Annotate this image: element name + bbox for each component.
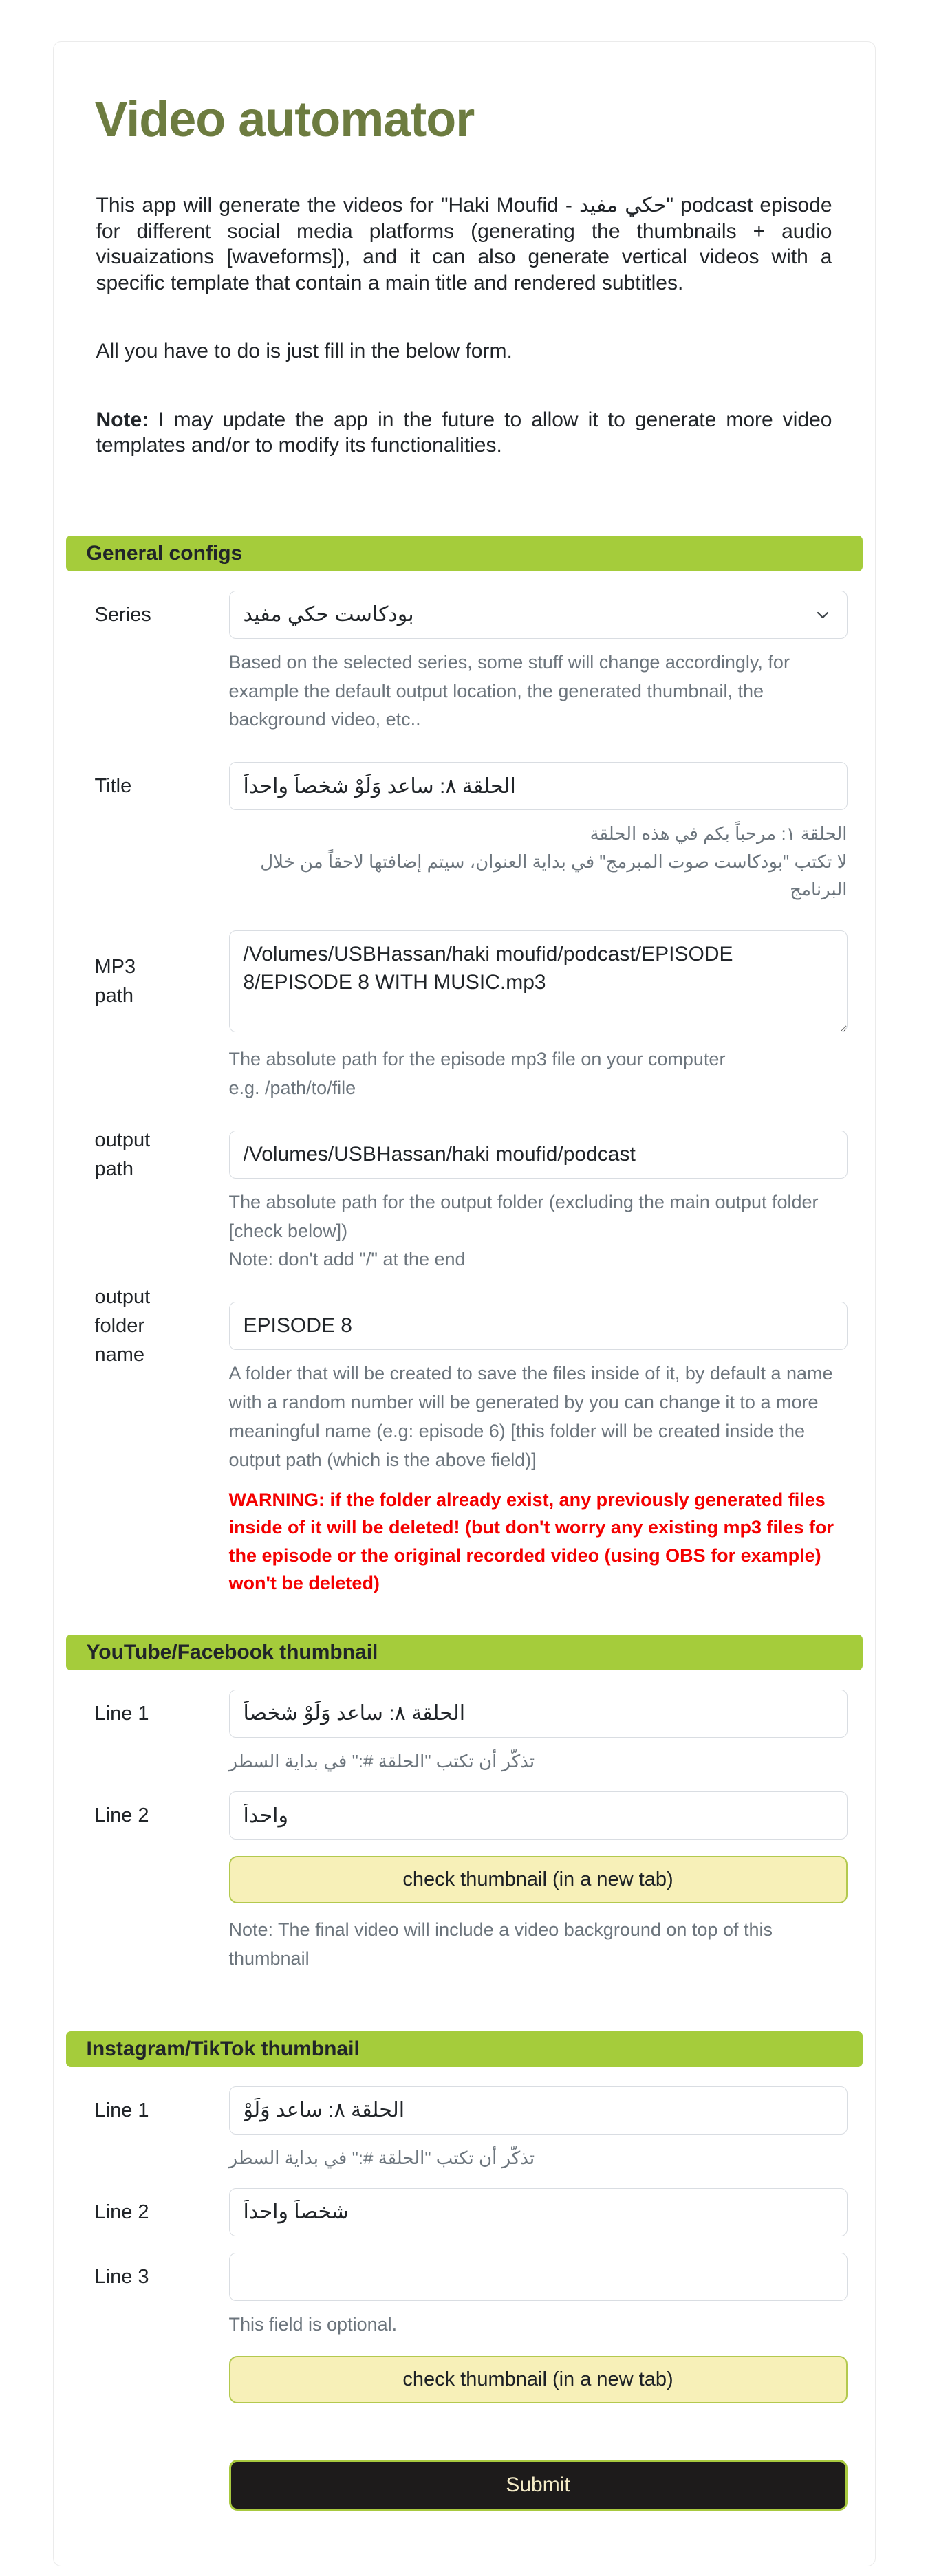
output-path-helper-line1: The absolute path for the output folder (excluding the main output folder [check below]): [228, 1191, 819, 1241]
ig-line1-label: Line 1: [94, 2099, 149, 2121]
yt-line1-helper: تذكّر أن تكتب "الحلقة #:" في بداية السطر: [228, 1750, 535, 1771]
output-path-label-cell: [94, 1128, 229, 1180]
submit-button[interactable]: Submit: [229, 2460, 848, 2511]
yt-check-thumbnail-button[interactable]: check thumbnail (in a new tab): [229, 1856, 848, 1903]
ig-line2-row: [95, 2188, 848, 2236]
output-folder-label-cell: [94, 1286, 229, 1366]
ig-line3-label: Line 3: [94, 2265, 149, 2288]
ig-line3-helper: This field is optional.: [228, 2313, 398, 2335]
yt-line1-row: [95, 1690, 848, 1775]
yt-line2-row: [95, 1791, 848, 1840]
ig-line1-row: [95, 2086, 848, 2172]
yt-line2-label-cell: [95, 1791, 229, 1840]
output-folder-warning: WARNING: if the folder already exist, any previously generated files inside of it will be deleted! (but don't worry any existing mp3 files for the episode or the original recorded video (using OBS for example) won't be deleted): [228, 1489, 834, 1594]
series-label-cell: [95, 591, 229, 639]
mp3-path-helper-line1: The absolute path for the episode mp3 file on your computer: [228, 1049, 726, 1070]
intro-note-text: I may update the app in the future to allow it to generate more video templates and/or to modify its functionalities.: [96, 408, 832, 457]
intro-note-label: Note:: [96, 408, 149, 431]
yt-line2-label: Line 2: [94, 1804, 149, 1826]
title-helper: [229, 820, 848, 903]
series-row: [95, 591, 848, 735]
mp3-path-label-cell: [95, 930, 229, 1032]
ig-line2-label: Line 2: [94, 2201, 149, 2223]
ig-line3-label-cell: [95, 2253, 229, 2301]
output-folder-row: [94, 1286, 848, 1597]
yt-line1-label: Line 1: [94, 1702, 149, 1725]
output-folder-input[interactable]: [229, 1302, 848, 1350]
app-card: [53, 41, 876, 2566]
instagram-form-area: [66, 2086, 863, 2403]
yt-line2-input[interactable]: [229, 1791, 848, 1840]
youtube-form-area: [66, 1690, 863, 1974]
title-label-cell: [95, 762, 229, 810]
ig-line2-input[interactable]: [229, 2188, 848, 2236]
title-label: Title: [94, 775, 132, 798]
ig-line1-label-cell: [95, 2086, 229, 2135]
series-label: Series: [94, 603, 151, 626]
mp3-path-textarea[interactable]: [229, 930, 848, 1032]
series-select[interactable]: [229, 591, 848, 639]
ig-line3-row: [95, 2253, 848, 2339]
yt-thumbnail-note: Note: The final video will include a video background on top of this thumbnail: [228, 1919, 773, 1969]
section-header-instagram-thumbnail: Instagram/TikTok thumbnail: [66, 2031, 863, 2067]
general-form-area: [66, 591, 863, 1597]
output-path-helper-line2: Note: don't add "/" at the end: [228, 1249, 466, 1270]
ig-line2-label-cell: [95, 2188, 229, 2236]
yt-line1-label-cell: [95, 1690, 229, 1738]
title-input[interactable]: [229, 762, 848, 810]
ig-line1-input[interactable]: [229, 2086, 848, 2135]
section-general-configs: [66, 536, 863, 1597]
output-path-input[interactable]: [229, 1131, 848, 1179]
ig-line1-helper: تذكّر أن تكتب "الحلقة #:" في بداية السطر: [228, 2147, 535, 2168]
output-path-helper: [229, 1188, 848, 1275]
mp3-path-helper: [229, 1045, 848, 1103]
page-title: Video automator: [94, 92, 475, 147]
section-instagram-thumbnail: [66, 2031, 863, 2403]
title-helper-line2: لا تكتب "بودكاست صوت المبرمج" في بداية العنوان، سيتم إضافتها لاحقاً من خلال البرنامج: [260, 851, 848, 899]
series-select-wrap: [229, 591, 848, 639]
output-path-label: output path: [94, 1128, 151, 1180]
output-path-row: [94, 1128, 848, 1275]
output-folder-helper: A folder that will be created to save the files inside of it, by default a name with a random number will be generated by you can change it to a more meaningful name (e.g: episode 6) [this folder will be created inside the output path (which is the above field)]: [228, 1363, 833, 1470]
yt-line1-input[interactable]: [229, 1690, 848, 1738]
title-helper-line1: الحلقة ١: مرحباً بكم في هذه الحلقة: [590, 823, 848, 844]
mp3-path-helper-line2: e.g. /path/to/file: [228, 1077, 356, 1098]
output-folder-label: output folder name: [94, 1286, 151, 1366]
section-youtube-thumbnail: [66, 1635, 863, 1974]
intro-note: [96, 407, 832, 459]
intro-instruction: All you have to do is just fill in the below form.: [96, 340, 512, 363]
intro-text: [96, 193, 832, 459]
ig-line3-input[interactable]: [229, 2253, 848, 2301]
intro-paragraph: This app will generate the videos for "Haki Moufid - حكي مفيد" podcast episode for different social media platforms (generating the thumbnails + audio visuaizations [waveforms]), and it can also generate vertical videos with a specific template that contain a main title and rendered subtitles.: [96, 194, 832, 294]
section-header-youtube-thumbnail: YouTube/Facebook thumbnail: [66, 1635, 863, 1670]
mp3-path-label: MP3 path: [94, 956, 136, 1007]
section-header-general-configs: General configs: [66, 536, 863, 571]
ig-check-thumbnail-button[interactable]: check thumbnail (in a new tab): [229, 2356, 848, 2403]
mp3-path-row: [95, 930, 848, 1103]
series-helper: Based on the selected series, some stuff will change accordingly, for example the default output location, the generated thumbnail, the background video, etc..: [228, 651, 790, 730]
title-row: [95, 762, 848, 903]
